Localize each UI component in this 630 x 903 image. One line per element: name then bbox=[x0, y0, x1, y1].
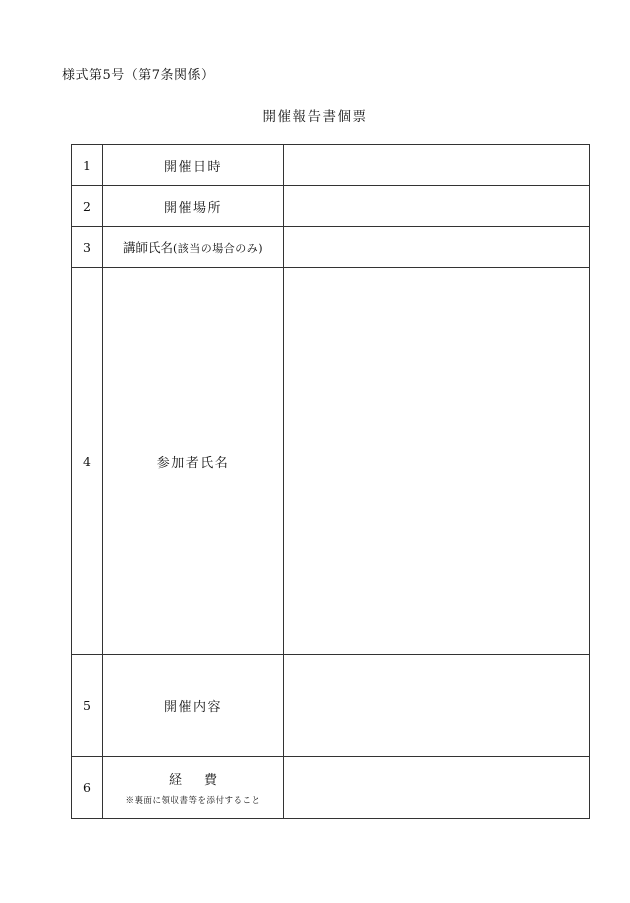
field-lecturer[interactable] bbox=[284, 227, 590, 268]
label-expenses-note: ※裏面に領収書等を添付すること bbox=[125, 796, 261, 806]
document-title: 開催報告書個票 bbox=[262, 109, 368, 125]
label-venue: 開催場所 bbox=[103, 186, 284, 227]
field-content[interactable] bbox=[284, 655, 590, 757]
label-lecturer bbox=[103, 227, 284, 268]
field-date-time[interactable] bbox=[284, 145, 590, 186]
label-date-time: 開催日時 bbox=[103, 145, 284, 186]
row-number: 5 bbox=[72, 655, 103, 757]
table-row-lecturer bbox=[72, 227, 590, 268]
row-number: 1 bbox=[72, 145, 103, 186]
label-lecturer-note: (該当の場合のみ) bbox=[172, 242, 264, 255]
report-table bbox=[71, 144, 590, 819]
field-participants[interactable] bbox=[284, 268, 590, 655]
row-number: 4 bbox=[72, 268, 103, 655]
label-content: 開催内容 bbox=[103, 655, 284, 757]
table-row-participants bbox=[72, 268, 590, 655]
row-number: 2 bbox=[72, 186, 103, 227]
label-participants: 参加者氏名 bbox=[103, 268, 284, 655]
table-row-expenses bbox=[72, 757, 590, 819]
label-expenses bbox=[103, 757, 284, 819]
table-row-content bbox=[72, 655, 590, 757]
table-row-date bbox=[72, 145, 590, 186]
field-venue[interactable] bbox=[284, 186, 590, 227]
form-number: 様式第5号（第7条関係） bbox=[62, 68, 215, 83]
row-number: 6 bbox=[72, 757, 103, 819]
label-expenses-text: 経費 bbox=[168, 773, 239, 788]
field-expenses[interactable] bbox=[284, 757, 590, 819]
table-row-venue bbox=[72, 186, 590, 227]
row-number: 3 bbox=[72, 227, 103, 268]
label-lecturer-text: 講師氏名 bbox=[122, 240, 173, 255]
